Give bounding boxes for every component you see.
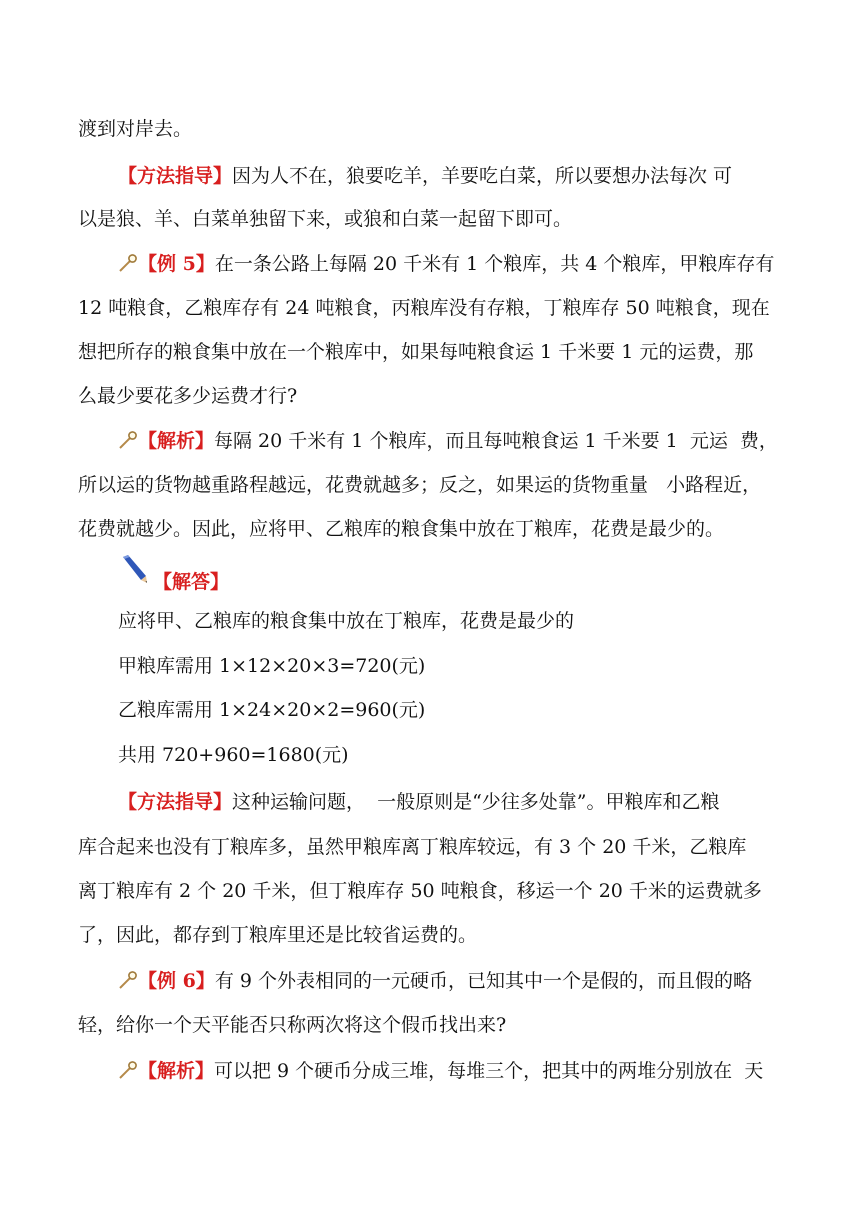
analysis-tag: 【解析】	[138, 430, 215, 452]
text-line: 所以运的货物越重路程越远，花费就越多；反之，如果运的货物重量 小路程近，	[78, 474, 762, 496]
text-line: 以是狼、羊、白菜单独留下来，或狼和白菜一起留下即可。	[78, 208, 573, 230]
text-line: 花费就越少。因此，应将甲、乙粮库的粮食集中放在丁粮库，花费是最少的。	[78, 518, 725, 540]
key-icon	[118, 970, 138, 996]
key-icon	[118, 1060, 138, 1086]
method-guide-tag: 【方法指导】	[118, 791, 233, 813]
method-guide-tag: 【方法指导】	[118, 165, 233, 187]
text-line: 轻，给你一个天平能否只称两次将这个假币找出来?	[78, 1014, 507, 1036]
method-guide-paragraph: 【方法指导】因为人不在，狼要吃羊，羊要吃白菜，所以要想办法每次 可	[118, 165, 733, 187]
method-guide-paragraph: 【方法指导】这种运输问题， 一般原则是“少往多处靠”。甲粮库和乙粮	[118, 791, 720, 813]
text-line: 12 吨粮食，乙粮库存有 24 吨粮食，丙粮库没有存粮，丁粮库存 50 吨粮食，现在	[78, 297, 770, 319]
text-line: 想把所存的粮食集中放在一个粮库中，如果每吨粮食运 1 千米要 1 元的运费，那	[78, 341, 754, 363]
key-icon	[118, 253, 138, 279]
analysis-tag: 【解析】	[138, 1060, 215, 1082]
answer-line: 甲粮库需用 1×12×20×3=720(元)	[118, 655, 426, 677]
answer-line: 共用 720+960=1680(元)	[118, 744, 349, 766]
answer-heading	[0, 570, 860, 594]
example-6-heading: 【例 6】有 9 个外表相同的一元硬币，已知其中一个是假的，而且假的略	[0, 969, 860, 996]
text-line: 了，因此，都存到丁粮库里还是比较省运费的。	[78, 924, 478, 946]
text-line: 库合起来也没有丁粮库多，虽然甲粮库离丁粮库较远，有 3 个 20 千米，乙粮库	[78, 836, 747, 858]
answer-line: 应将甲、乙粮库的粮食集中放在丁粮库，花费是最少的	[118, 610, 575, 632]
analysis-heading: 【解析】每隔 20 千米有 1 个粮库，而且每吨粮食运 1 千米要 1 元运 费，	[0, 429, 860, 456]
example-tag: 【例 5】	[138, 253, 215, 275]
answer-line: 乙粮库需用 1×24×20×2=960(元)	[118, 699, 426, 721]
answer-tag: 【解答】	[153, 571, 230, 593]
text-line: 渡到对岸去。	[78, 118, 193, 140]
example-tag: 【例 6】	[138, 970, 215, 992]
text-line: 离丁粮库有 2 个 20 千米，但丁粮库存 50 吨粮食，移运一个 20 千米的运费就多	[78, 880, 762, 902]
analysis-heading: 【解析】可以把 9 个硬币分成三堆，每堆三个，把其中的两堆分别放在 天	[0, 1059, 860, 1086]
example-5-heading: 【例 5】在一条公路上每隔 20 千米有 1 个粮库，共 4 个粮库，甲粮库存有	[0, 252, 860, 279]
key-icon	[118, 430, 138, 456]
text-line: 么最少要花多少运费才行?	[78, 385, 298, 407]
